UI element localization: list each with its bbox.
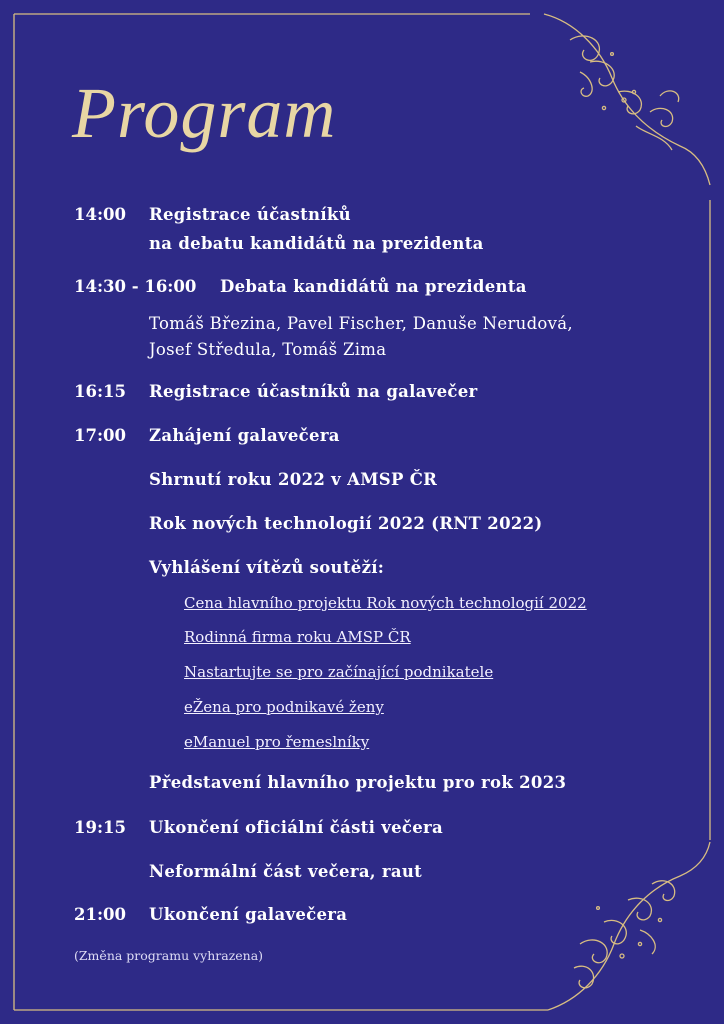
time-1700: 17:00: [74, 426, 127, 445]
time-1615: 16:15: [74, 382, 127, 401]
item-registration-detail: na debatu kandidátů na prezidenta: [149, 234, 484, 253]
link-ezena[interactable]: eŽena pro podnikavé ženy: [184, 698, 384, 716]
item-registration: Registrace účastníků: [149, 205, 351, 224]
item-official-end: Ukončení oficiální části večera: [149, 818, 444, 837]
link-startup[interactable]: Nastartujte se pro začínající podnikatele: [184, 663, 494, 681]
link-emanuel[interactable]: eManuel pro řemeslníky: [184, 733, 370, 751]
item-main-project-2023: Představení hlavního projektu pro rok 2023: [149, 773, 567, 792]
item-gala-opening: Zahájení galavečera: [149, 426, 340, 445]
item-winners-announcement: Vyhlášení vítězů soutěží:: [149, 558, 385, 577]
item-debate-speakers-2: Josef Středula, Tomáš Zima: [149, 340, 387, 359]
time-1915: 19:15: [74, 818, 127, 837]
item-summary-2022: Shrnutí roku 2022 v AMSP ČR: [149, 470, 438, 489]
item-informal-part: Neformální část večera, raut: [149, 862, 423, 881]
time-1430-1600: 14:30 - 16:00: [74, 277, 197, 296]
time-1400: 14:00: [74, 205, 127, 224]
link-family-business[interactable]: Rodinná firma roku AMSP ČR: [184, 628, 411, 646]
program-change-note: (Změna programu vyhrazena): [74, 948, 264, 963]
time-2100: 21:00: [74, 905, 127, 924]
item-gala-end: Ukončení galavečera: [149, 905, 348, 924]
item-rnt-2022: Rok nových technologií 2022 (RNT 2022): [149, 514, 543, 533]
page-title: Program: [72, 73, 337, 153]
item-debate-speakers-1: Tomáš Březina, Pavel Fischer, Danuše Nerudová,: [149, 314, 573, 333]
item-debate: Debata kandidátů na prezidenta: [220, 277, 527, 296]
ornament-top-right-icon: [544, 14, 710, 185]
link-main-project-award[interactable]: Cena hlavního projektu Rok nových technologií 2022: [184, 594, 587, 612]
ornament-bottom-right-icon: [548, 842, 710, 1010]
item-gala-registration: Registrace účastníků na galavečer: [149, 382, 478, 401]
